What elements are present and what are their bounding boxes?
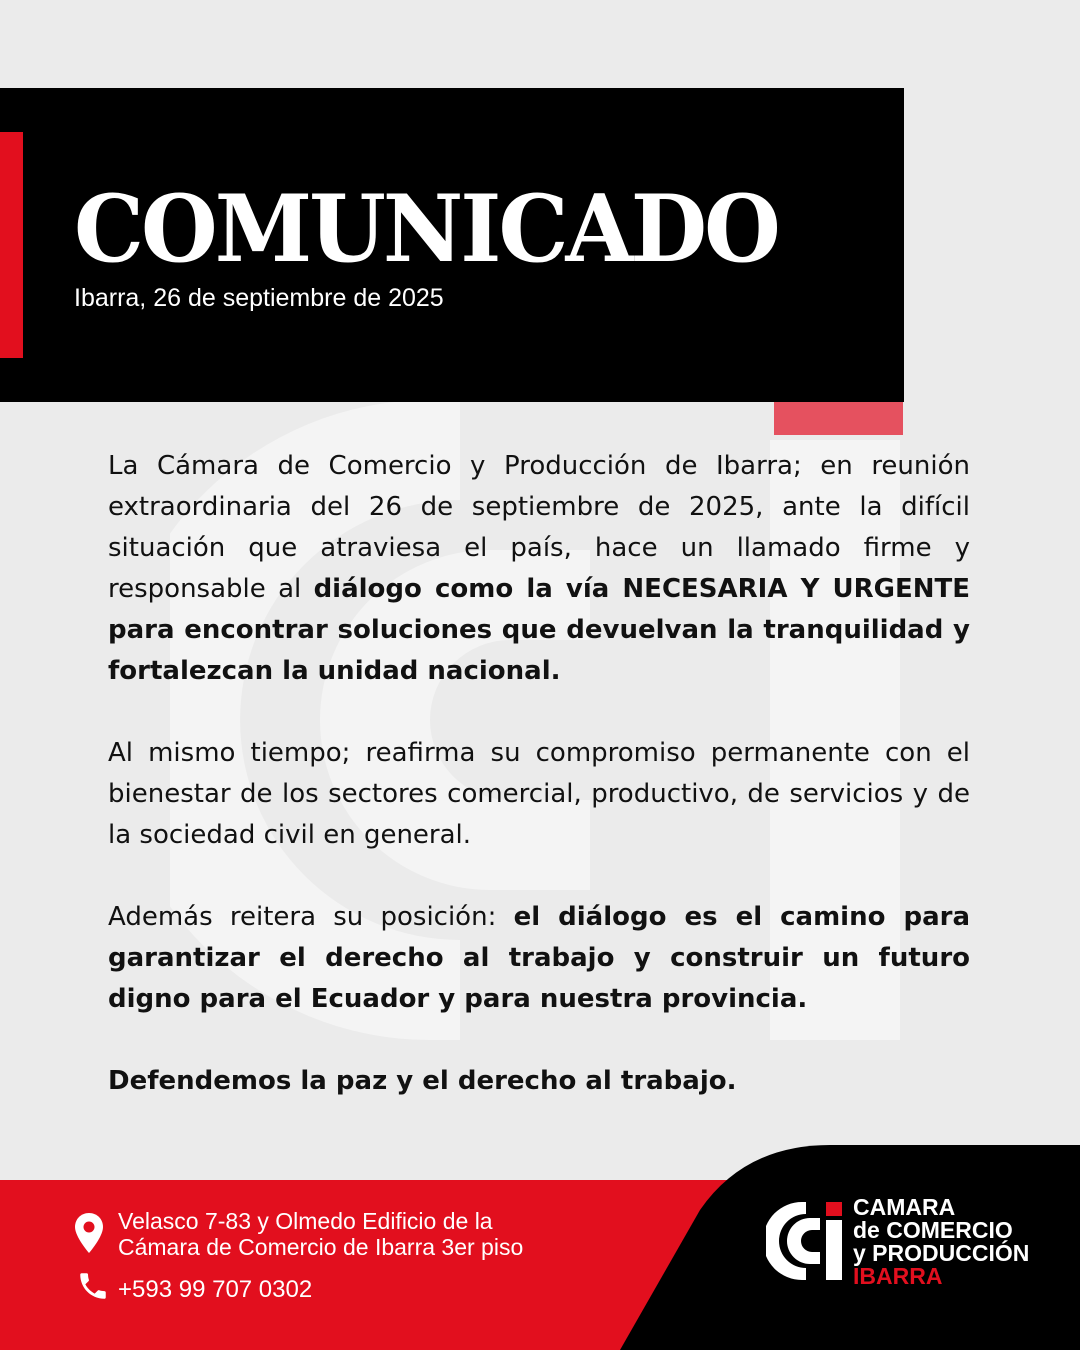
paragraph-bold-text: diálogo como la vía NECESARIA Y URGENTE para encontrar soluciones que devuelvan la tranquilidad y fortalezcan la unidad nacional.: [108, 574, 970, 686]
paragraph-2: Al mismo tiempo; reafirma su compromiso permanente con el bienestar de los sectores comercial, productivo, de servicios y de la sociedad civil en general.: [108, 738, 970, 850]
chamber-logo-text: [853, 1196, 1029, 1288]
date-line: Ibarra, 26 de septiembre de 2025: [74, 284, 444, 312]
location-pin-icon: [74, 1212, 104, 1254]
logo-line-2: de COMERCIO: [853, 1217, 1013, 1243]
paragraph-1: [108, 446, 970, 692]
logo-line-1: CAMARA: [853, 1194, 956, 1220]
logo-line-3: y PRODUCCIÓN: [853, 1240, 1030, 1266]
pink-accent-block: [774, 402, 903, 435]
address-line-2: Cámara de Comercio de Ibarra 3er piso: [118, 1234, 524, 1260]
paragraph-bold-text: el diálogo es el camino para garantizar el derecho al trabajo y construir un futuro digno para el Ecuador y para nuestra provincia.: [108, 902, 970, 1014]
paragraph-3: [108, 897, 970, 1020]
paragraph-4: [108, 1061, 970, 1102]
paragraph-text: La Cámara de Comercio y Producción de Ibarra; en reunión extraordinaria del 26 de septiembre de 2025, ante la difícil situación que atraviesa el país, hace un llamado firme y responsable al: [108, 451, 970, 604]
address: [118, 1208, 523, 1260]
closing-statement: Defendemos la paz y el derecho al trabajo.: [108, 1066, 737, 1096]
red-accent-bar: [0, 132, 23, 358]
address-line-1: Velasco 7-83 y Olmedo Edificio de la: [118, 1208, 493, 1234]
chamber-logo-icon: [766, 1202, 846, 1280]
phone-number: +593 99 707 0302: [118, 1276, 313, 1303]
statement-body: [108, 446, 970, 1143]
logo-line-4: IBARRA: [853, 1263, 943, 1289]
paragraph-text: Además reitera su posición:: [108, 902, 514, 932]
phone-icon: [76, 1268, 110, 1304]
page-title: COMUNICADO: [74, 173, 778, 283]
